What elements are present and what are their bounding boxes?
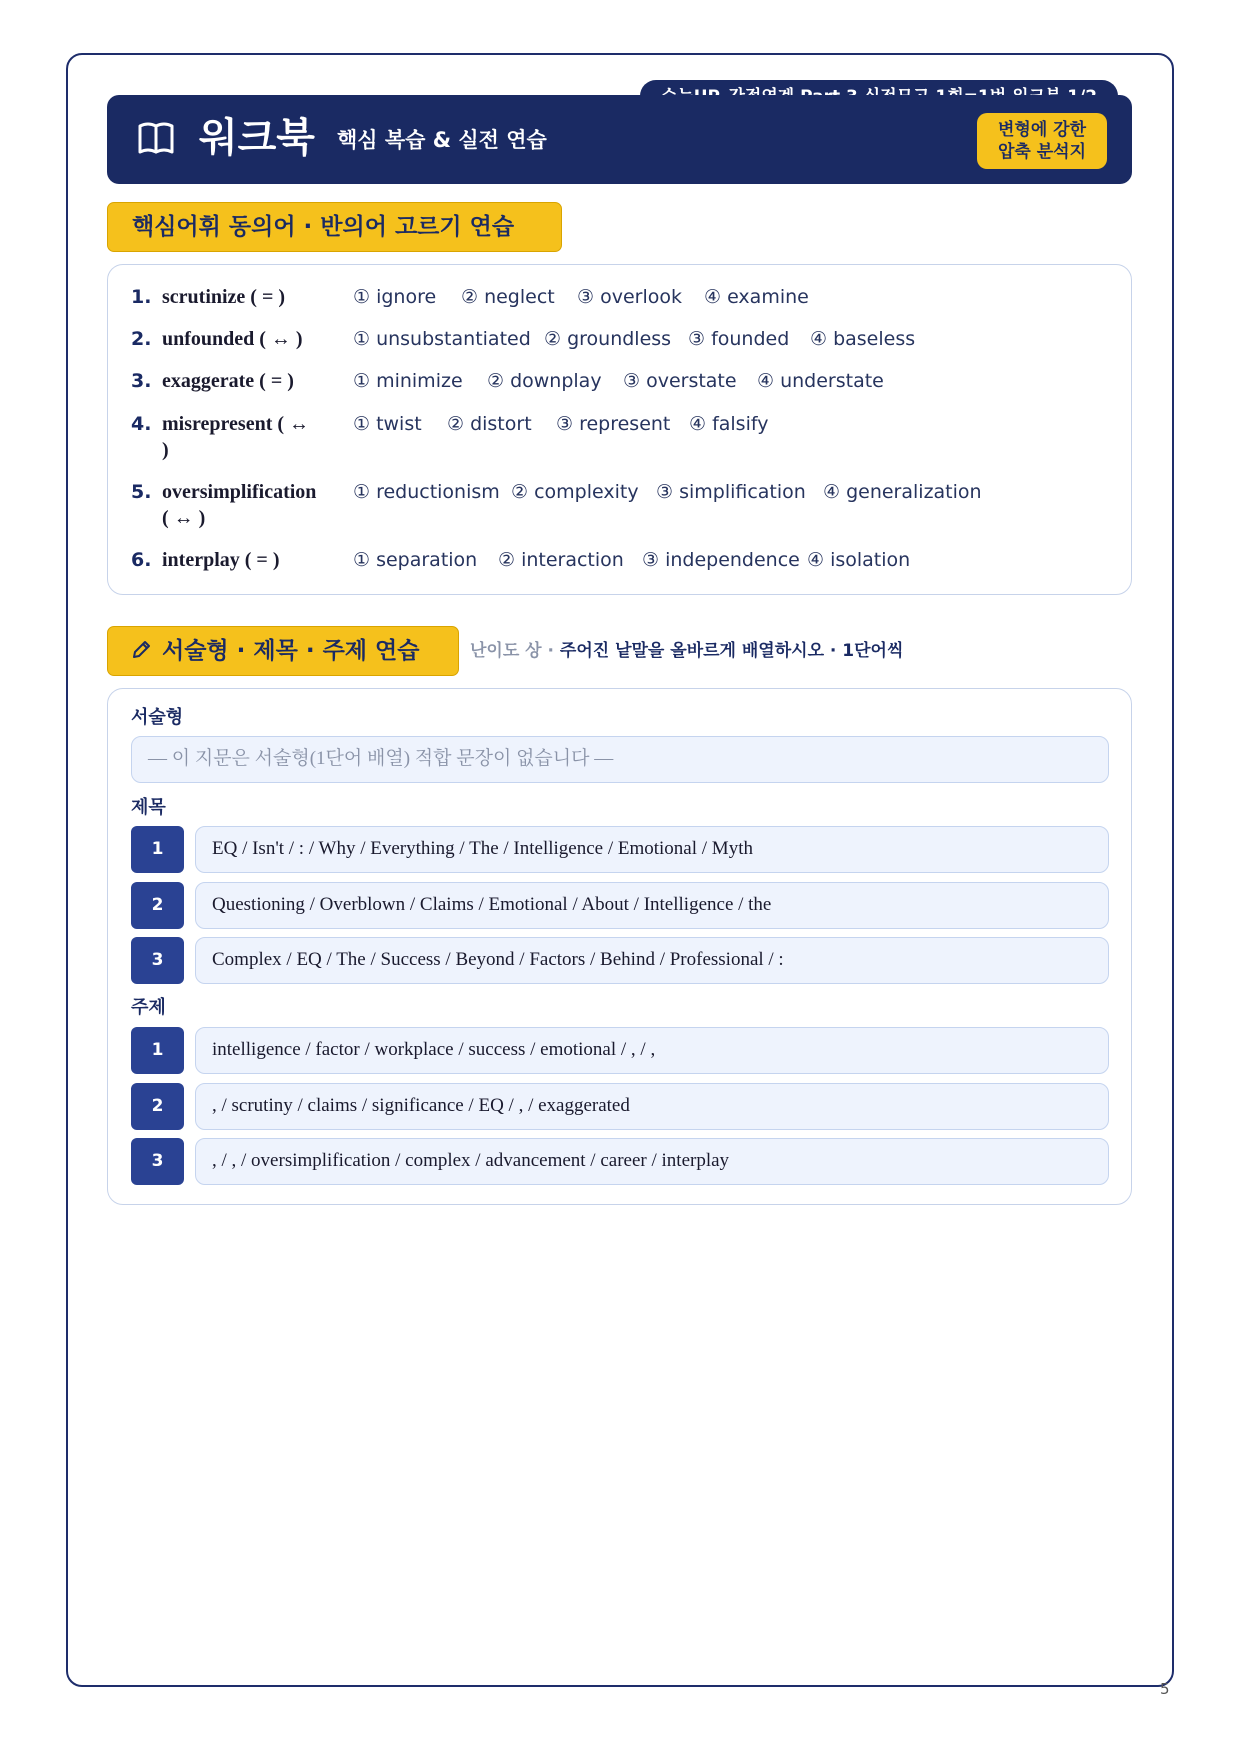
- option-3[interactable]: ③ simplification: [656, 481, 806, 503]
- title-number-badge: 2: [131, 882, 184, 929]
- option-3[interactable]: ③ overstate: [623, 370, 737, 392]
- option-2[interactable]: ② groundless: [544, 328, 672, 350]
- essay-answer-field[interactable]: — 이 지문은 서술형(1단어 배열) 적합 문장이 없습니다 —: [131, 736, 1109, 783]
- title-answer-field[interactable]: Complex / EQ / The / Success / Beyond / Factors / Behind / Professional / :: [195, 937, 1109, 984]
- vocab-word: [162, 368, 340, 394]
- writing-section-title: [107, 626, 459, 676]
- page-title: 워크북: [199, 115, 315, 161]
- title-number-badge: 1: [131, 826, 184, 873]
- writing-card: [107, 688, 1132, 1205]
- vocab-word-line1: scrutinize ( = ): [162, 286, 286, 308]
- option-3[interactable]: ③ overlook: [577, 286, 682, 308]
- difficulty-level: 난이도 상 ·: [470, 641, 560, 661]
- vocab-number: 2.: [131, 328, 152, 350]
- title-answer-field[interactable]: Questioning / Overblown / Claims / Emotional / About / Intelligence / the: [195, 882, 1109, 929]
- page-subtitle: 핵심 복습 & 실전 연습: [337, 128, 547, 152]
- topic-answer-field[interactable]: intelligence / factor / workplace / success / emotional / , / ,: [195, 1027, 1109, 1074]
- option-4[interactable]: ④ baseless: [810, 328, 916, 350]
- option-2[interactable]: ② distort: [447, 413, 532, 435]
- option-4[interactable]: ④ examine: [704, 286, 809, 308]
- vocab-word-line1: oversimplification: [162, 481, 317, 503]
- option-2[interactable]: ② complexity: [511, 481, 639, 503]
- title-answer-field[interactable]: EQ / Isn't / : / Why / Everything / The / Intelligence / Emotional / Myth: [195, 826, 1109, 873]
- option-2[interactable]: ② downplay: [487, 370, 602, 392]
- option-4[interactable]: ④ falsify: [689, 413, 769, 435]
- option-1[interactable]: ① minimize: [353, 370, 463, 392]
- topic-number-badge: 3: [131, 1138, 184, 1185]
- vocab-word: [162, 411, 340, 463]
- pencil-icon: [130, 639, 152, 661]
- option-1[interactable]: ① reductionism: [353, 481, 500, 503]
- page-number: 5: [1160, 1680, 1170, 1698]
- topic-number-badge: 1: [131, 1027, 184, 1074]
- header-band: [107, 95, 1132, 184]
- topic-label: 주제: [131, 997, 166, 1018]
- option-4[interactable]: ④ understate: [757, 370, 884, 392]
- title-label: 제목: [131, 797, 166, 818]
- option-4[interactable]: ④ isolation: [807, 549, 911, 571]
- vocab-word-line1: exaggerate ( = ): [162, 370, 294, 392]
- vocab-word-line1: unfounded ( ↔ ): [162, 328, 303, 350]
- vocab-number: 1.: [131, 286, 152, 308]
- vocab-word-line2: ( ↔ ): [162, 507, 206, 529]
- essay-label: 서술형: [131, 707, 184, 728]
- vocab-word-line2: ): [162, 439, 169, 461]
- option-2[interactable]: ② neglect: [461, 286, 555, 308]
- option-3[interactable]: ③ founded: [688, 328, 790, 350]
- vocab-card: [107, 264, 1132, 595]
- writing-section-label: 서술형 · 제목 · 주제 연습: [162, 638, 420, 664]
- topic-answer-field[interactable]: , / scrutiny / claims / significance / EQ / , / exaggerated: [195, 1083, 1109, 1130]
- option-4[interactable]: ④ generalization: [823, 481, 982, 503]
- vocab-section-title: 핵심어휘 동의어 · 반의어 고르기 연습: [107, 202, 562, 252]
- option-3[interactable]: ③ represent: [556, 413, 671, 435]
- vocab-word-line1: misrepresent ( ↔: [162, 413, 310, 435]
- vocab-word: [162, 547, 340, 573]
- badge-line-2: 압축 분석지: [997, 142, 1087, 162]
- vocab-number: 3.: [131, 370, 152, 392]
- topic-answer-field[interactable]: , / , / oversimplification / complex / advancement / career / interplay: [195, 1138, 1109, 1185]
- option-1[interactable]: ① twist: [353, 413, 422, 435]
- badge-line-1: 변형에 강한: [997, 120, 1087, 140]
- title-number-badge: 3: [131, 937, 184, 984]
- option-1[interactable]: ① ignore: [353, 286, 437, 308]
- topic-number-badge: 2: [131, 1083, 184, 1130]
- header-badge: [977, 113, 1107, 169]
- vocab-number: 6.: [131, 549, 152, 571]
- vocab-number: 4.: [131, 413, 152, 435]
- vocab-word: [162, 284, 340, 310]
- option-3[interactable]: ③ independence: [642, 549, 800, 571]
- vocab-word-line1: interplay ( = ): [162, 549, 280, 571]
- instruction-text: 주어진 낱말을 올바르게 배열하시오 · 1단어씩: [559, 641, 904, 661]
- option-1[interactable]: ① unsubstantiated: [353, 328, 531, 350]
- option-1[interactable]: ① separation: [353, 549, 478, 571]
- vocab-word: [162, 479, 340, 531]
- vocab-word: [162, 326, 340, 352]
- difficulty-note: [470, 637, 903, 665]
- vocab-number: 5.: [131, 481, 152, 503]
- option-2[interactable]: ② interaction: [498, 549, 624, 571]
- open-book-icon: [137, 119, 175, 157]
